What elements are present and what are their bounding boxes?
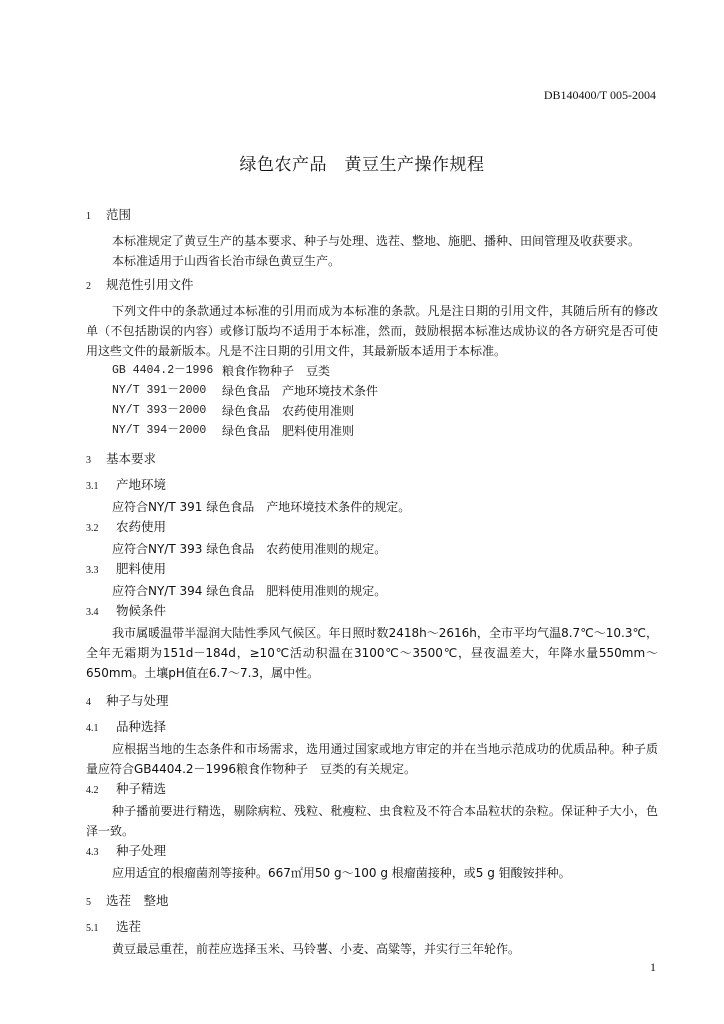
paragraph: 我市属暖温带半湿润大陆性季风气候区。年日照时数2418h～2616h，全市平均气温8.7℃～10.3℃，全年无霜期为151d－184d，≥10℃活动积温在3100℃～3500℃，昼夜温差大，年降水量550mm～650mm。土壤pH值在6.7～7.3，属中性。 [86, 626, 658, 680]
section-title: 规范性引用文件 [106, 277, 194, 292]
subsection-heading-5-1 [86, 917, 658, 939]
reference-item [112, 381, 658, 401]
subsection-heading-3-2 [86, 517, 658, 539]
section-title: 基本要求 [106, 451, 157, 466]
subsection-title: 选茬 [116, 919, 142, 934]
reference-item [112, 361, 658, 381]
subsection-number: 4.3 [86, 847, 99, 858]
subsection-title: 农药使用 [116, 519, 167, 534]
paragraph: 黄豆最忌重茬，前茬应选择玉米、马铃薯、小麦、高粱等，并实行三年轮作。 [112, 942, 521, 956]
subsection-heading-4-1 [86, 717, 658, 739]
section-number: 3 [86, 455, 91, 466]
subsection-number: 3.3 [86, 565, 99, 576]
paragraph: 下列文件中的条款通过本标准的引用而成为本标准的条款。凡是注日期的引用文件，其随后所有的修改单（不包括勘误的内容）或修订版均不适用于本标准，然而，鼓励根据本标准达成协议的各方研究是否可使用这些文件的最新版本。凡是不注日期的引用文件，其最新版本适用于本标准。 [86, 304, 658, 358]
subsection-number: 4.2 [86, 785, 99, 796]
section-number: 5 [86, 897, 91, 908]
document-code: DB140400/T 005-2004 [543, 88, 656, 102]
subsection-title: 种子处理 [116, 843, 167, 858]
subsection-heading-4-2 [86, 779, 658, 801]
reference-code: NY/T 391－2000 [112, 384, 207, 397]
reference-code: GB 4404.2－1996 [112, 364, 214, 377]
subsection-title: 肥料使用 [116, 561, 167, 576]
reference-name: 绿色食品 产地环境技术条件 [222, 384, 379, 398]
document-body [86, 205, 658, 959]
section-title: 范围 [106, 207, 132, 222]
subsection-title: 种子精选 [116, 781, 167, 796]
subsection-number: 3.2 [86, 523, 99, 534]
reference-code: NY/T 393－2000 [112, 404, 207, 417]
reference-list [112, 361, 658, 441]
subsection-title: 产地环境 [116, 477, 167, 492]
subsection-heading-3-1 [86, 475, 658, 497]
subsection-heading-3-4 [86, 601, 658, 623]
subsection-title: 品种选择 [116, 719, 167, 734]
reference-item [112, 421, 658, 441]
paragraph: 本标准规定了黄豆生产的基本要求、种子与处理、选茬、整地、施肥、播种、田间管理及收获要求。 [112, 234, 641, 248]
paragraph: 应符合NY/T 394 绿色食品 肥料使用准则的规定。 [112, 584, 387, 598]
paragraph: 应符合NY/T 393 绿色食品 农药使用准则的规定。 [112, 542, 387, 556]
reference-code: NY/T 394－2000 [112, 424, 207, 437]
paragraph: 应符合NY/T 391 绿色食品 产地环境技术条件的规定。 [112, 500, 411, 514]
paragraph: 本标准适用于山西省长治市绿色黄豆生产。 [112, 254, 341, 268]
section-number: 2 [86, 281, 91, 292]
subsection-heading-3-3 [86, 559, 658, 581]
section-number: 1 [86, 211, 91, 222]
section-heading-2 [86, 275, 658, 297]
reference-name: 粮食作物种子 豆类 [222, 364, 331, 378]
section-title: 种子与处理 [106, 693, 169, 708]
subsection-number: 3.1 [86, 481, 99, 492]
reference-item [112, 401, 658, 421]
subsection-heading-4-3 [86, 841, 658, 863]
paragraph: 种子播前要进行精选，剔除病粒、残粒、秕瘦粒、虫食粒及不符合本品粒状的杂粒。保证种子大小，色泽一致。 [86, 804, 658, 838]
section-heading-4 [86, 691, 658, 713]
section-title: 选茬 整地 [106, 893, 169, 908]
reference-name: 绿色食品 肥料使用准则 [222, 424, 355, 438]
subsection-number: 3.4 [86, 607, 99, 618]
subsection-number: 4.1 [86, 723, 99, 734]
section-heading-5 [86, 891, 658, 913]
page-number: 1 [650, 960, 656, 974]
section-heading-3 [86, 449, 658, 471]
subsection-title: 物候条件 [116, 603, 167, 618]
document-title: 绿色农产品 黄豆生产操作规程 [239, 155, 485, 175]
subsection-number: 5.1 [86, 923, 99, 934]
paragraph: 应用适宜的根瘤菌剂等接种。667㎡用50 g～100 g 根瘤菌接种，或5 g 钼酸铵拌种。 [112, 866, 571, 880]
paragraph: 应根据当地的生态条件和市场需求，选用通过国家或地方审定的并在当地示范成功的优质品种。种子质量应符合GB4404.2－1996粮食作物种子 豆类的有关规定。 [86, 742, 658, 776]
section-heading-1 [86, 205, 658, 227]
section-number: 4 [86, 697, 91, 708]
reference-name: 绿色食品 农药使用准则 [222, 404, 355, 418]
